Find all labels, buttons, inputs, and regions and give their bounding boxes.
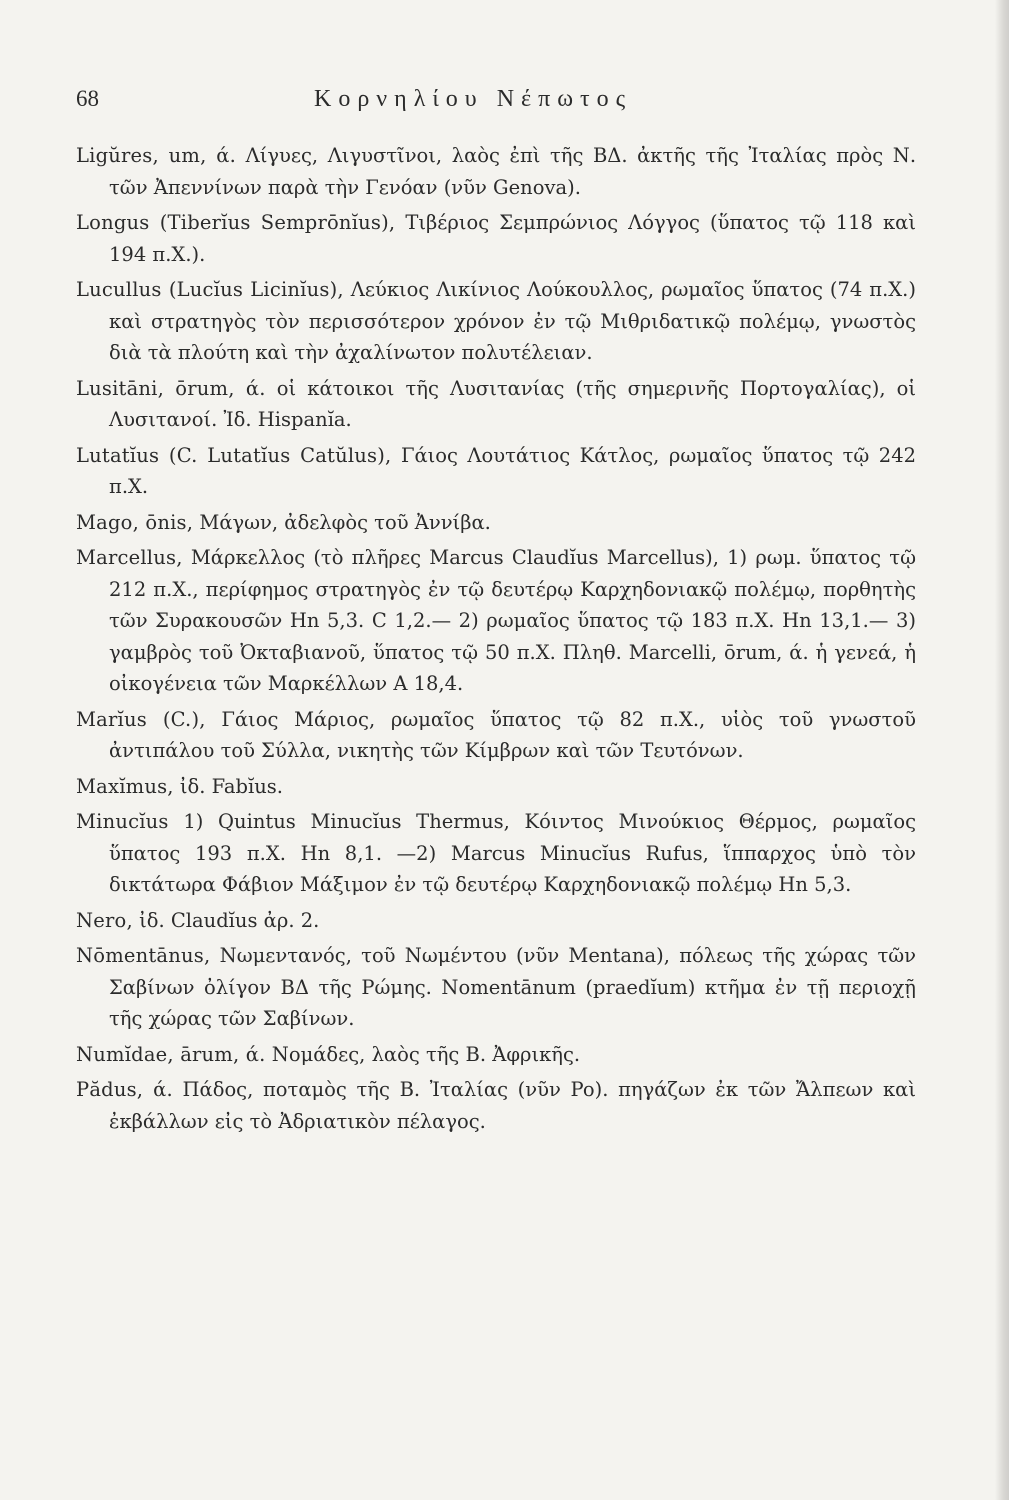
- glossary-entry: [76, 905, 916, 937]
- entry-text: Τιβέριος Σεμπρώνιος Λόγγος (ὕπατος τῷ 118 καὶ 194 π.Χ.).: [109, 211, 917, 266]
- entry-text: Μάγων, ἀδελφὸς τοῦ Ἀννίβα.: [199, 510, 491, 534]
- entry-text: Λεύκιος Λικίνιος Λούκουλλος, ρωμαῖος ὕπατος (74 π.Χ.) καὶ στρατηγὸς τὸν περισσότερον χρόνον ἐν τῷ Μιθριδατικῷ πολέμῳ, γνωστὸς διὰ τὰ πλούτη καὶ τὴν ἀχαλίνωτον πολυτέλειαν.: [109, 278, 916, 364]
- entry-text: Λίγυες, Λιγυστῖνοι, λαὸς ἐπὶ τῆς ΒΔ. ἀκτῆς τῆς Ἰταλίας πρὸς Ν. τῶν Ἀπεννίνων παρὰ τὴν Γενόαν (νῦν Genova).: [109, 144, 917, 199]
- entry-text: Μάρκελλος (τὸ πλῆρες Marcus Claudĭus Marcellus), 1) ρωμ. ὕπατος τῷ 212 π.Χ., περίφημος στρατηγὸς ἐν τῷ δευτέρῳ Καρχηδονιακῷ πολέμῳ, πορθητὴς τῶν Συρακουσῶν Hn 5,3. C 1,2.— 2) ρωμαῖος ὕπατος τῷ 183 π.Χ. Hn 13,1.— 3) γαμβρὸς τοῦ Ὀκταβιανοῦ, ὕπατος τῷ 50 π.Χ. Πληθ. Marcelli, ōrum, ά. ἡ γενεά, ἡ οἰκογένεια τῶν Μαρκέλλων A 18,4.: [109, 546, 916, 695]
- entry-text: Γάιος Λουτάτιος Κάτλος, ρωμαῖος ὕπατος τῷ 242 π.Χ.: [109, 443, 917, 498]
- running-title: Κορνηλίου Νέπωτος: [314, 86, 633, 112]
- glossary-entry: [76, 542, 916, 700]
- entry-headword: Marcellus,: [76, 546, 183, 569]
- entry-text: Γάιος Μάριος, ρωμαῖος ὕπατος τῷ 82 π.Χ., υἱὸς τοῦ γνωστοῦ ἀντιπάλου τοῦ Σύλλα, νικητὴς τῶν Κίμβρων καὶ τῶν Τευτόνων.: [109, 707, 916, 762]
- entry-headword: Pădus, ά.: [76, 1078, 173, 1101]
- page-header: [76, 86, 916, 126]
- entry-headword: Ligŭres, um, ά.: [76, 144, 237, 167]
- page-number: 68: [76, 86, 99, 111]
- entry-headword: Numĭdae, ārum, ά.: [76, 1042, 266, 1066]
- entry-headword: Lutatĭus (C. Lutatĭus Catŭlus),: [76, 443, 392, 467]
- entry-text: Πάδος, ποταμὸς τῆς Β. Ἰταλίας (νῦν Po). πηγάζων ἐκ τῶν Ἄλπεων καὶ ἐκβάλλων εἰς τὸ Ἀδριατικὸν πέλαγος.: [109, 1078, 916, 1133]
- page-edge-shadow: [995, 0, 1009, 1500]
- glossary-entry: [76, 373, 916, 436]
- glossary-entry: [76, 140, 916, 203]
- glossary-entry: [76, 274, 916, 369]
- glossary-entry: [76, 207, 916, 270]
- entry-text: 1) Quintus Minucĭus Thermus, Κόιντος Μινούκιος Θέρμος, ρωμαῖος ὕπατος 193 π.Χ. Hn 8,1. —2) Marcus Minucĭus Rufus, ἵππαρχος ὑπὸ τὸν δικτάτωρα Φάβιον Μάξιμον ἐν τῷ δευτέρῳ Καρχηδονιακῷ πολέμῳ Hn 5,3.: [109, 810, 916, 896]
- entry-headword: Longus (Tiberĭus Semprōnĭus),: [76, 211, 396, 234]
- entry-headword: Nero,: [76, 908, 133, 932]
- entry-headword: Minucĭus: [76, 810, 169, 833]
- glossary-entry: [76, 1039, 916, 1071]
- entry-text: Νομάδες, λαὸς τῆς Β. Ἀφρικῆς.: [271, 1042, 581, 1066]
- entry-text: Νωμεντανός, τοῦ Νωμέντου (νῦν Mentana), πόλεως τῆς χώρας τῶν Σαβίνων ὀλίγον ΒΔ τῆς Ρώμης. Nomentānum (praedĭum) κτῆμα ἐν τῇ περιοχῇ τῆς χώρας τῶν Σαβίνων.: [109, 944, 916, 1030]
- glossary-entry: [76, 771, 916, 803]
- entry-headword: Lusitāni, ōrum, ά.: [76, 376, 266, 400]
- entry-headword: Nōmentānus,: [76, 944, 211, 967]
- glossary-entry: [76, 1074, 916, 1137]
- glossary-entry: [76, 806, 916, 901]
- glossary-entry: [76, 440, 916, 503]
- entry-text: ἰδ. Claudĭus ἀρ. 2.: [139, 908, 320, 932]
- book-page: [76, 86, 916, 1141]
- entry-text: οἱ κάτοικοι τῆς Λυσιτανίας (τῆς σημερινῆς Πορτογαλίας), οἱ Λυσιτανοί. Ἰδ. Hispanĭa.: [109, 376, 916, 431]
- entry-headword: Mago, ōnis,: [76, 510, 194, 534]
- entry-text: ἰδ. Fabĭus.: [179, 774, 283, 798]
- entry-headword: Maxĭmus,: [76, 774, 174, 798]
- glossary-entries: [76, 140, 916, 1137]
- entry-headword: Lucullus (Lucĭus Licinĭus),: [76, 278, 344, 301]
- glossary-entry: [76, 704, 916, 767]
- glossary-entry: [76, 507, 916, 539]
- glossary-entry: [76, 940, 916, 1035]
- entry-headword: Marĭus (C.),: [76, 707, 206, 731]
